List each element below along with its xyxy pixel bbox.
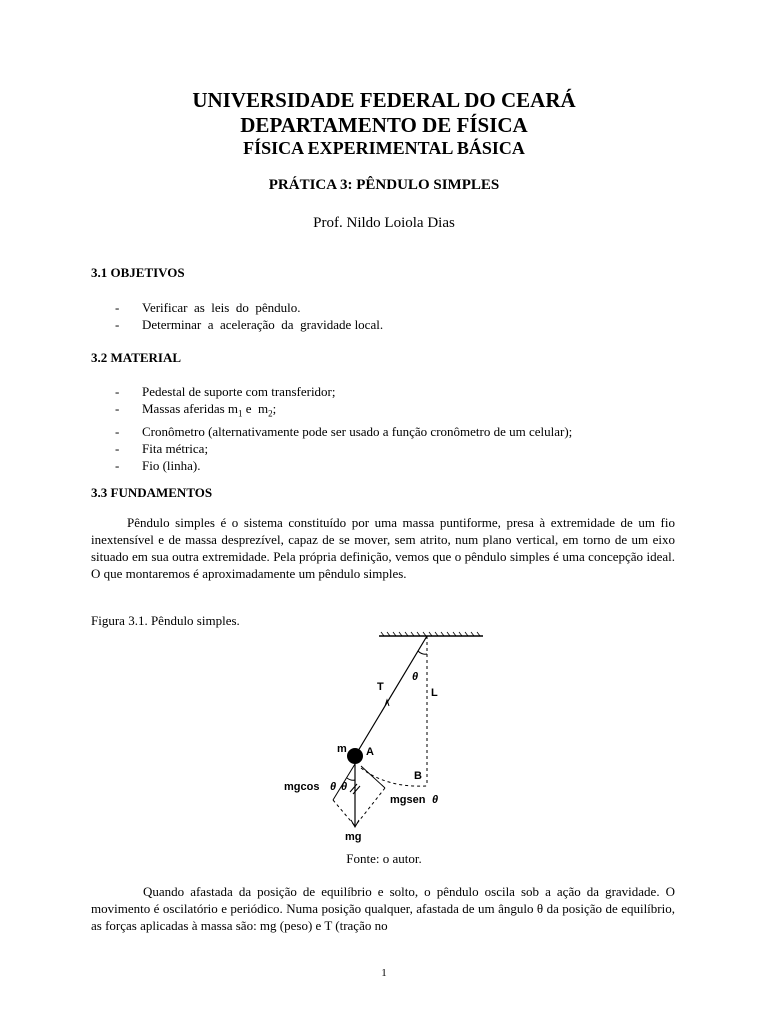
label-mgcos: mgcos	[284, 781, 320, 793]
professor-name: Prof. Nildo Loiola Dias	[313, 215, 455, 231]
practice-title: PRÁTICA 3: PÊNDULO SIMPLES	[268, 177, 500, 193]
angle-arc-top	[418, 651, 427, 654]
list-item: - Determinar a aceleração da gravidade local.	[115, 317, 384, 332]
section-material-title: 3.2 MATERIAL	[91, 350, 182, 365]
section-objetivos-title: 3.1 OBJETIVOS	[91, 265, 185, 280]
mgsen-dashed	[355, 788, 385, 826]
list-item: - Massas aferidas $m_1$ e $m_2$;	[115, 401, 277, 419]
list-item: - Cronômetro (alternativamente pode ser usado a função cronômetro de um celular);	[115, 423, 573, 439]
material-list	[115, 383, 572, 474]
list-item: - Fio (linha).	[115, 457, 201, 473]
paragraph-oscillation: Quando afastada da posição de equilíbrio e solto, o pêndulo oscila sob a ação da gravidade. O movimento é oscilatório e periódico. Numa posição qualquer, afastada de um ângulo θ da posição de equilíbrio, as forças aplicadas à massa são: mg (peso) e T (tração no	[91, 884, 675, 933]
list-item: - Fita métrica;	[115, 440, 209, 456]
list-item: - Verificar as leis do pêndulo.	[115, 300, 301, 315]
label-mgsen: mgsen	[390, 794, 426, 806]
label-theta-sen: θ	[432, 794, 439, 806]
label-A: A	[366, 746, 374, 758]
course-title: FÍSICA EXPERIMENTAL BÁSICA	[243, 138, 525, 158]
university-title: UNIVERSIDADE FEDERAL DO CEARÁ	[192, 88, 576, 112]
list-item: - Pedestal de suporte com transferidor;	[115, 384, 336, 399]
label-theta-cos: θ	[330, 781, 337, 793]
label-theta-mid: θ	[341, 781, 348, 793]
label-L: L	[431, 687, 438, 699]
angle-arc-mid	[347, 778, 355, 780]
page-number: 1	[381, 967, 387, 979]
label-m: m	[337, 743, 347, 755]
department-title: DEPARTAMENTO DE FÍSICA	[240, 113, 528, 137]
section-fundamentos-title: 3.3 FUNDAMENTOS	[91, 485, 213, 500]
pendulum-string	[355, 636, 427, 756]
label-B: B	[414, 770, 422, 782]
pendulum-mass	[347, 748, 363, 764]
label-mg: mg	[345, 831, 362, 843]
paragraph-definition: Pêndulo simples é o sistema constituído por uma massa puntiforme, presa à extremidade de um fio inextensível e de massa desprezível, capaz de se mover, sem atrito, num plano vertical, em torno de um eixo situado em sua outra extremidade. Pela própria definição, vemos que o pêndulo simples é uma concepção ideal. O que montaremos é aproximadamente um pêndulo simples.	[91, 515, 675, 581]
mgsen-vector	[361, 766, 385, 788]
figure-caption: Figura 3.1. Pêndulo simples.	[91, 613, 240, 628]
figure-source: Fonte: o autor.	[346, 851, 422, 866]
objetivos-list	[115, 299, 383, 333]
label-T: T	[377, 681, 384, 693]
pendulum-diagram	[275, 628, 495, 850]
label-theta-top: θ	[412, 671, 419, 683]
